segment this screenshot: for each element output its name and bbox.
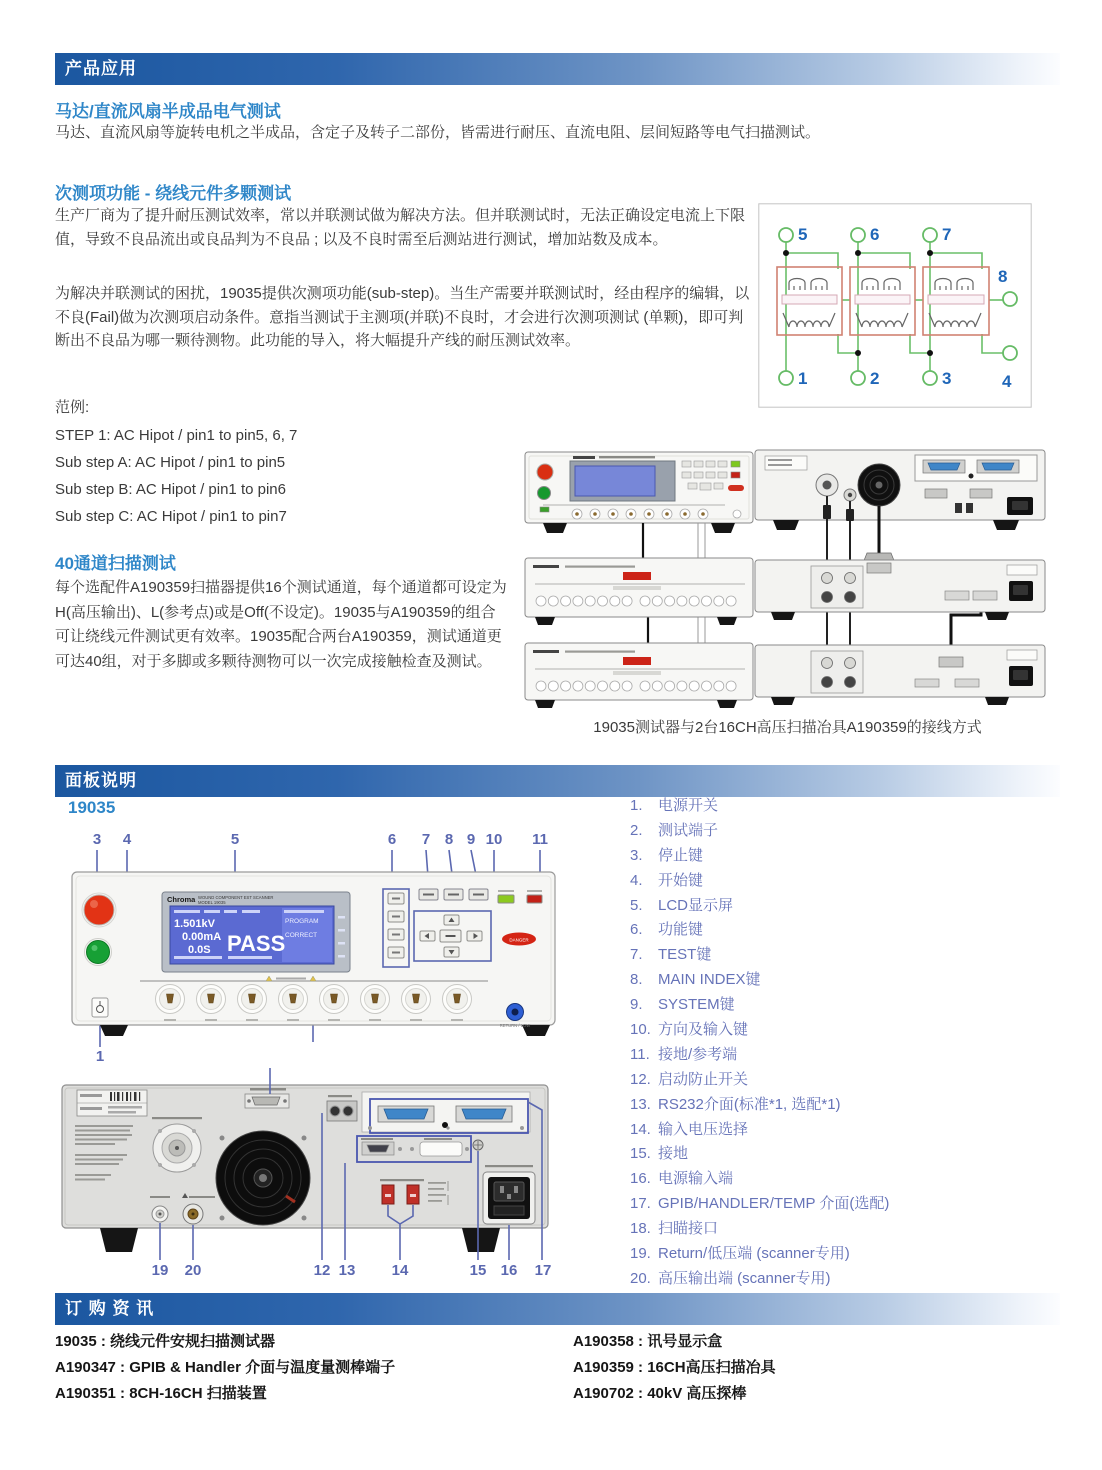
- lcd-result: PASS: [227, 931, 286, 956]
- pin-label-2: 2: [870, 369, 880, 388]
- callout-17: 17: [534, 1262, 552, 1279]
- scanner2-front: [525, 643, 753, 708]
- list-item: 4. 开始键: [630, 871, 704, 889]
- pin-label-7: 7: [942, 225, 952, 244]
- order-item: A190347 : GPIB & Handler 介面与温度量测棒端子: [55, 1359, 396, 1376]
- lcd-menu-correct: CORRECT: [285, 932, 318, 939]
- callout-13: 13: [338, 1262, 356, 1279]
- callout-5: 5: [230, 831, 240, 848]
- gpib-handler-area: [362, 1092, 530, 1133]
- callout-6: 6: [387, 831, 397, 848]
- device-model: MODEL 19035: [198, 900, 226, 905]
- motor-test-body: 马达、直流风扇等旋转电机之半成品，含定子及转子二部份，皆需进行耐压、直流电阻、层间短路等电气扫描测试。: [55, 124, 821, 141]
- start-button: [85, 939, 112, 966]
- list-item: 18. 扫瞄接口: [630, 1220, 719, 1238]
- front-feet: [100, 1025, 550, 1036]
- scanner2-rear: [755, 645, 1045, 705]
- stop-button: [82, 893, 116, 927]
- lcd-time: 0.0S: [188, 944, 211, 956]
- section-bar-title: 订 购 资 讯: [65, 1299, 155, 1318]
- power-inlet: [483, 1165, 535, 1224]
- rear-panel-illustration: [60, 1068, 590, 1293]
- list-item: 11. 接地/参考端: [630, 1045, 738, 1063]
- lcd-menu-program: PROGRAM: [285, 918, 319, 925]
- order-item: A190359 : 16CH高压扫描冶具: [573, 1359, 776, 1376]
- fan: [216, 1131, 310, 1225]
- connection-diagram: [515, 445, 1060, 713]
- pin-label-3: 3: [942, 369, 952, 388]
- connection-diagram-caption: 19035测试器与2台16CH高压扫描冶具A190359的接线方式: [593, 719, 982, 736]
- callout-15: 15: [469, 1262, 487, 1279]
- pin-label-5: 5: [798, 225, 808, 244]
- callout-20: 20: [184, 1262, 202, 1279]
- callout-12: 12: [313, 1262, 331, 1279]
- list-item: 1. 电源开关: [630, 797, 719, 814]
- example-label: 范例:: [55, 399, 90, 416]
- panel-item-list: [630, 794, 889, 1292]
- pin-label-8: 8: [998, 267, 1008, 286]
- callout-10: 10: [485, 831, 503, 848]
- scanner1-front: [525, 558, 753, 625]
- lcd-voltage: 1.501kV: [174, 918, 215, 930]
- subsection-title-motor-test: 马达/直流风扇半成品电气测试: [55, 102, 281, 121]
- list-item: 19. Return/低压端 (scanner专用): [630, 1245, 850, 1263]
- list-item: 20. 高压输出端 (scanner专用): [630, 1269, 831, 1287]
- panel-model-label: 19035: [68, 798, 116, 817]
- list-item: 9. SYSTEM键: [630, 996, 735, 1014]
- list-item: 5. LCD显示屏: [630, 896, 734, 914]
- callout-1: 1: [95, 1048, 105, 1063]
- list-item: 13. RS232介面(标准*1, 选配*1): [630, 1095, 841, 1113]
- callout-16: 16: [500, 1262, 518, 1279]
- substep-para1: 生产厂商为了提升耐压测试效率，常以并联测试做为解决方法。但并联测试时，无法正确设定电流上下限值，导致不良品流出或良品判为不良品 ; 以及不良时需至后测站进行测试，增加站数及成本。: [55, 207, 746, 248]
- brand-logo: Chroma: [167, 895, 196, 904]
- list-item: 12. 启动防止开关: [630, 1070, 749, 1088]
- order-item: 19035 : 绕线元件安规扫描测试器: [55, 1333, 276, 1350]
- danger-label: DANGER: [509, 937, 529, 943]
- top-keys: [419, 889, 488, 900]
- callout-7: 7: [421, 831, 431, 848]
- list-item: 10. 方向及输入键: [630, 1021, 749, 1039]
- pin-label-6: 6: [870, 225, 880, 244]
- winding-pin-diagram: [758, 203, 1032, 408]
- list-item: 6. 功能键: [630, 921, 704, 939]
- list-item: 16. 电源输入端: [630, 1170, 734, 1188]
- list-item: 17. GPIB/HANDLER/TEMP 介面(选配): [630, 1195, 890, 1213]
- main-unit-front: [525, 452, 753, 533]
- scanner1-rear: [755, 560, 1045, 620]
- callout-19: 19: [151, 1262, 169, 1279]
- callout-8: 8: [444, 831, 454, 848]
- device-title: WOUND COMPONENT EST SCANNER: [198, 895, 274, 900]
- subsection-title-substep: 次测项功能 - 绕线元件多颗测试: [55, 184, 292, 203]
- callout-3: 3: [92, 831, 102, 848]
- section-bar-panel-description: [55, 765, 1060, 797]
- example-step-a: Sub step A: AC Hipot / pin1 to pin5: [55, 454, 286, 471]
- scan40-body: 每个选配件A190359扫描器提供16个测试通道，每个通道都可设定为H(高压输出)、L(参考点)或是Off(不设定)。19035与A190359的组合可让绕线元件测试更有效率。19035配合两台A190359，测试通道更可达40组，对于多脚或多颗待测物可以一次完成接触检查及测试。: [55, 579, 507, 670]
- section-bar-title: 产品应用: [65, 59, 137, 78]
- pin-label-1: 1: [798, 369, 808, 388]
- example-step-b: Sub step B: AC Hipot / pin1 to pin6: [55, 481, 286, 498]
- list-item: 3. 停止键: [630, 846, 704, 864]
- main-unit-rear: [755, 450, 1045, 530]
- core-bars: [782, 295, 984, 304]
- list-item: 14. 输入电压选择: [630, 1120, 749, 1138]
- callout-11: 11: [532, 831, 548, 848]
- callout-4: 4: [122, 831, 132, 848]
- front-panel-illustration: [70, 828, 575, 1063]
- danger-badge: [502, 933, 536, 946]
- return-low-label: RETURN / LOW: [499, 1023, 531, 1028]
- callout-9: 9: [466, 831, 476, 848]
- ground-screw: [473, 1140, 483, 1150]
- lcd-display: [162, 892, 350, 972]
- list-item: 8. MAIN INDEX键: [630, 971, 761, 989]
- substep-para2: 为解决并联测试的困扰，19035提供次测项功能(sub-step)。当生产需要并联测试时，经由程序的编辑，以不良(Fail)做为次测项启动条件。意指当测试于主测项(并联)不良时，才会进行次测项测试 (单颗)，即可判断出不良品为哪一颗待测物。此功能的导入，将大幅提升产线的耐压测试效率。: [55, 285, 750, 349]
- power-switch: [92, 998, 108, 1017]
- lcd-current: 0.00mA: [182, 931, 222, 943]
- section-bar-ordering: [55, 1293, 1060, 1325]
- section-bar-product-applications: [55, 53, 1060, 85]
- model-serial-label: [77, 1090, 147, 1116]
- list-item: 7. TEST键: [630, 946, 712, 964]
- list-item: 2. 测试端子: [630, 821, 719, 839]
- order-item: A190702 : 40kV 高压探棒: [573, 1385, 747, 1402]
- substep-example: [55, 396, 297, 535]
- subsection-title-40ch: 40通道扫描测试: [55, 554, 176, 573]
- order-item: A190351 : 8CH-16CH 扫描装置: [55, 1385, 267, 1402]
- section-bar-title: 面板说明: [65, 771, 137, 790]
- callout-14: 14: [391, 1262, 409, 1279]
- example-step-1: STEP 1: AC Hipot / pin1 to pin5, 6, 7: [55, 427, 298, 444]
- order-item: A190358 : 讯号显示盒: [573, 1333, 723, 1350]
- example-step-c: Sub step C: AC Hipot / pin1 to pin7: [55, 508, 287, 525]
- pin-label-4: 4: [1002, 372, 1012, 391]
- list-item: 15. 接地: [630, 1145, 689, 1163]
